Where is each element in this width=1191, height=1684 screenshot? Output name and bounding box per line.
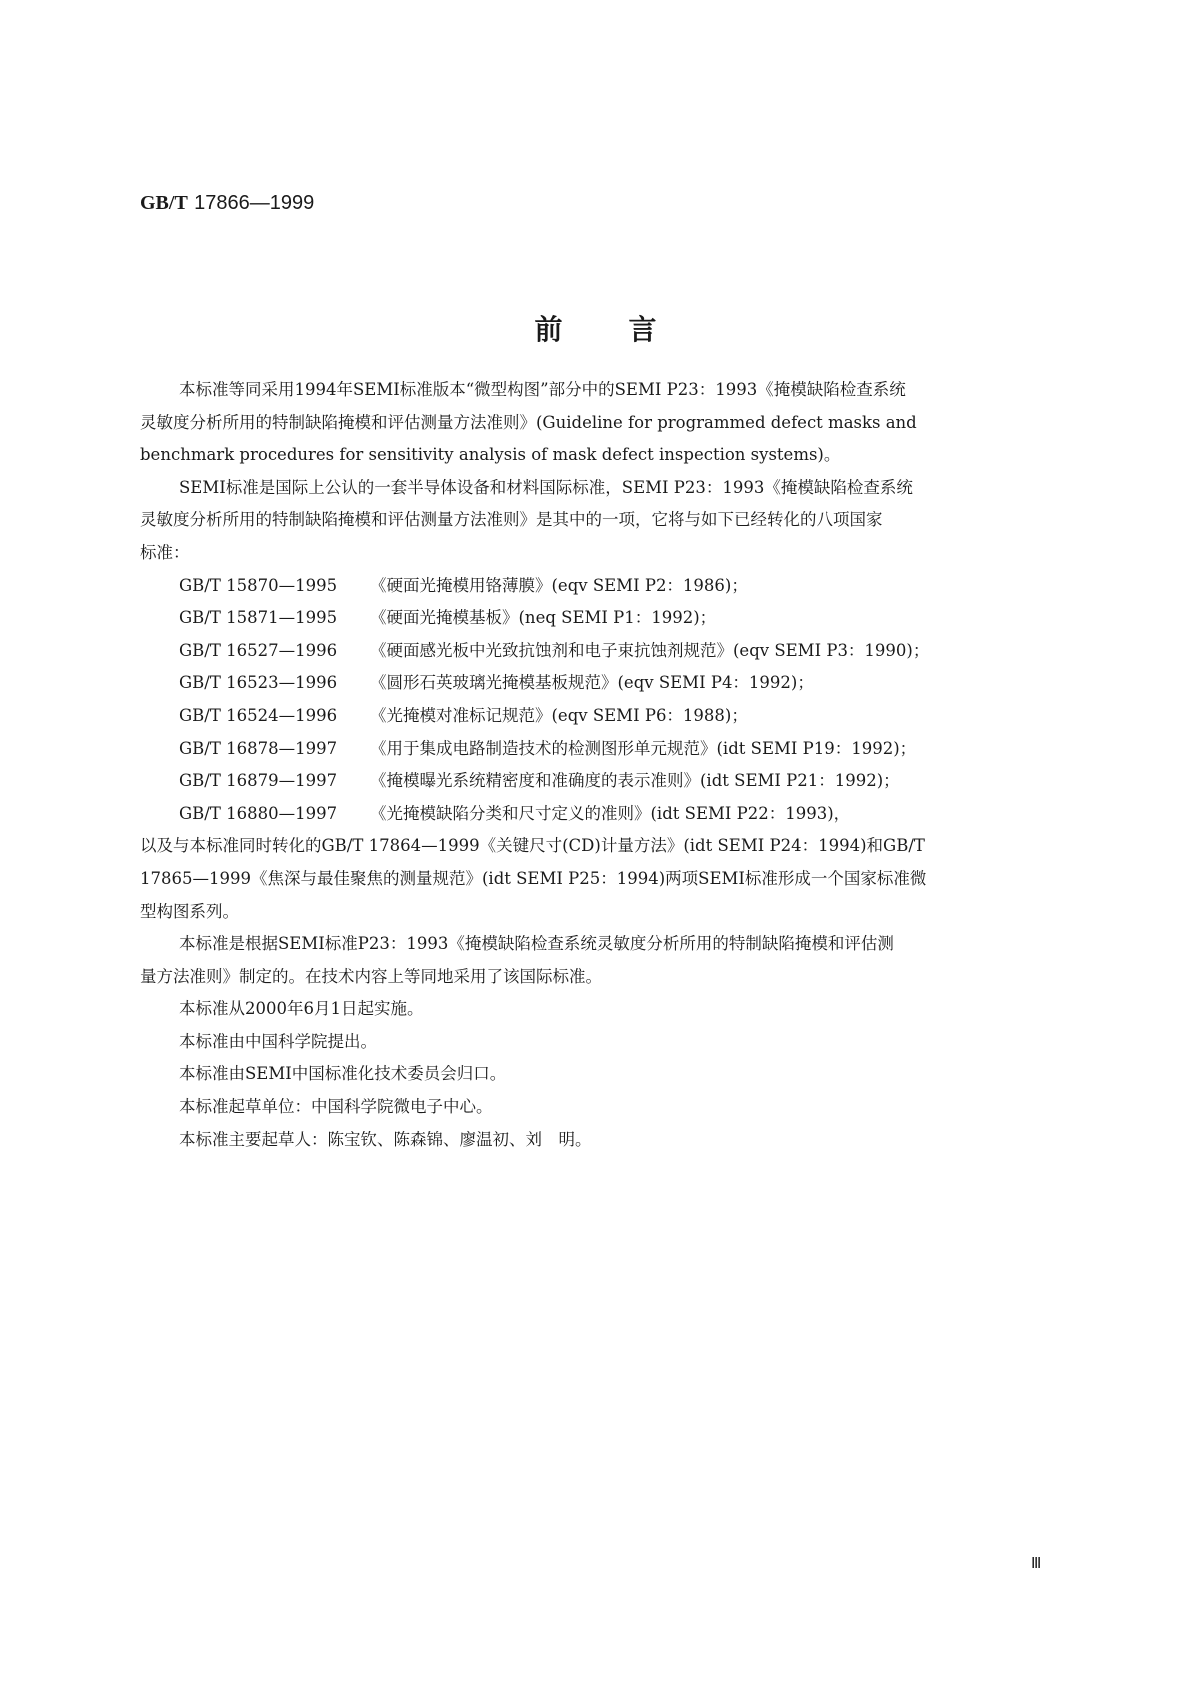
reference-title: 《硬面光掩模基板》(neq SEMI P1：1992)； (370, 608, 717, 628)
paragraph-line: 标准： (140, 542, 190, 562)
reference-code: GB/T 15870—1995 (179, 575, 338, 595)
reference-code: GB/T 16878—1997 (179, 738, 338, 758)
reference-title: 《用于集成电路制造技术的检测图形单元规范》(idt SEMI P19：1992)； (370, 738, 917, 758)
reference-title: 《光掩模对准标记规范》(eqv SEMI P6：1988)； (370, 705, 748, 725)
reference-item (140, 700, 1058, 733)
reference-title: 《硬面感光板中光致抗蚀剂和电子束抗蚀剂规范》(eqv SEMI P3：1990)； (370, 640, 930, 660)
reference-item (140, 798, 1058, 831)
paragraph-line: 量方法准则》制定的。在技术内容上等同地采用了该国际标准。 (140, 966, 602, 986)
standard-code: 17866—1999 (194, 192, 315, 214)
paragraph-line: 型构图系列。 (140, 901, 239, 921)
drafting-unit: 本标准起草单位：中国科学院微电子中心。 (179, 1097, 493, 1117)
responsible-committee: 本标准由SEMI中国标准化技术委员会归口。 (179, 1064, 507, 1084)
reference-code: GB/T 16527—1996 (179, 640, 338, 660)
foreword-body (140, 374, 1058, 1156)
reference-item (140, 667, 1058, 700)
reference-title: 《硬面光掩模用铬薄膜》(eqv SEMI P2：1986)； (370, 575, 748, 595)
standard-number (140, 190, 314, 215)
paragraph-line: 灵敏度分析所用的特制缺陷掩模和评估测量方法准则》是其中的一项，它将与如下已经转化的八项国家 (140, 510, 883, 530)
reference-code: GB/T 16524—1996 (179, 705, 338, 725)
paragraph-line: 本标准等同采用1994年SEMI标准版本“微型构图”部分中的SEMI P23：1993《掩模缺陷检查系统 (179, 380, 906, 399)
paragraph-line: 17865—1999《焦深与最佳聚焦的测量规范》(idt SEMI P25：1994)两项SEMI标准形成一个国家标准微 (140, 868, 927, 888)
reference-title: 《光掩模缺陷分类和尺寸定义的准则》(idt SEMI P22：1993)， (370, 803, 851, 823)
reference-title: 《圆形石英玻璃光掩模基板规范》(eqv SEMI P4：1992)； (370, 673, 814, 693)
reference-code: GB/T 16880—1997 (179, 803, 338, 823)
reference-item (140, 602, 1058, 635)
reference-item (140, 635, 1058, 668)
paragraph-line: benchmark procedures for sensitivity analysis of mask defect inspection systems)。 (140, 445, 841, 465)
reference-item (140, 733, 1058, 766)
reference-title: 《掩模曝光系统精密度和准确度的表示准则》(idt SEMI P21：1992)； (370, 771, 900, 791)
paragraph-line: SEMI标准是国际上公认的一套半导体设备和材料国际标准，SEMI P23：1993《掩模缺陷检查系统 (179, 477, 913, 497)
reference-item (140, 570, 1058, 603)
page-title: 前言 (534, 313, 723, 346)
reference-code: GB/T 16523—1996 (179, 673, 338, 693)
standard-prefix: GB/T (140, 192, 188, 214)
page-number: Ⅲ (1031, 1556, 1042, 1572)
reference-code: GB/T 16879—1997 (179, 771, 338, 791)
paragraph-line: 以及与本标准同时转化的GB/T 17864—1999《关键尺寸(CD)计量方法》(idt SEMI P24：1994)和GB/T (140, 836, 925, 856)
drafters: 本标准主要起草人：陈宝钦、陈森锦、廖温初、刘 明。 (179, 1129, 592, 1149)
reference-code: GB/T 15871—1995 (179, 608, 338, 628)
reference-item (140, 765, 1058, 798)
proposer: 本标准由中国科学院提出。 (179, 1031, 377, 1051)
paragraph-line: 本标准是根据SEMI标准P23：1993《掩模缺陷检查系统灵敏度分析所用的特制缺陷掩模和评估测 (179, 934, 894, 954)
effective-date: 本标准从2000年6月1日起实施。 (179, 999, 424, 1019)
paragraph-line: 灵敏度分析所用的特制缺陷掩模和评估测量方法准则》(Guideline for programmed defect masks and (140, 412, 917, 432)
